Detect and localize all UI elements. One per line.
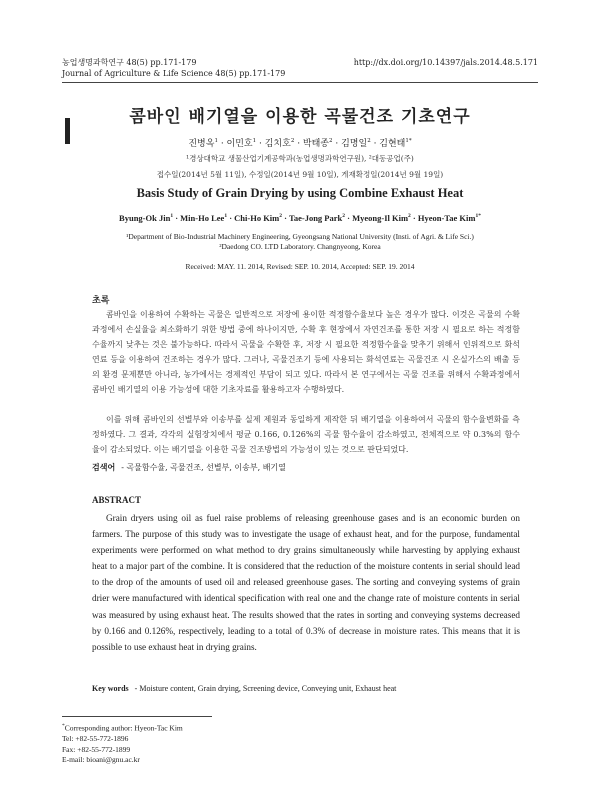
keywords-korean xyxy=(92,462,520,473)
dates-korean: 접수일(2014년 5월 11일), 수정일(2014년 9월 10일), 게재확정일(2014년 9월 19일) xyxy=(156,170,444,179)
fax: Fax: +82-55-772-1899 xyxy=(62,744,131,754)
keywords-english xyxy=(92,684,520,693)
keywords-en-label: Key words xyxy=(92,684,129,693)
affiliation-en-1: ¹Department of Bio-Industrial Machinery Engineering, Gyeongsang National University (Insti. of Agri. & Life Sci.) xyxy=(126,232,474,241)
header-rule xyxy=(62,82,538,83)
title-english: Basis Study of Grain Drying by using Combine Exhaust Heat xyxy=(136,186,464,200)
running-header xyxy=(62,57,538,79)
tel: Tel: +82-55-772-1896 xyxy=(62,734,129,743)
abstract-en-paragraph: Grain dryers using oil as fuel raise problems of releasing greenhouse gases and is an economic burden on farmers. The purpose of this study was to investigate the usage of exhaust heat, and for the purpose, fundamental experiments were performed on what method to dry grains simultaneously while harvesting by applying exhaust heat to a major part of the combine. It is considered that the reduction of the moisture contents in serial should lead to the drop of the amounts of used oil and released greenhouse gases. The sorting and conveying systems of grain drier were manufactured with identical specification with real one and the change rate of moisture contents in serial was measured by using exhaust heat. The results showed that the rates in sorting and conveying systems decreased by 0.166 and 0.126%, respectively, leading to a total of 0.3% of decrease in moisture rates. This means that it is possible to use exhaust heat in drying grains. xyxy=(92,513,520,652)
author-ko: 이민호$^1$ xyxy=(226,138,257,149)
email-link[interactable]: E-mail: bioani@gnu.ac.kr xyxy=(62,755,140,764)
authors-korean: 진병옥$^1$ · 이민호$^1$ · 김치호$^2$ · 박태종$^2$ · 김명일$^2$ · 김현태$^{1*}$ xyxy=(188,138,412,149)
author-ko: 박태종$^2$ xyxy=(302,138,333,149)
affiliation-korean: ¹경상대학교 생물산업기계공학과(농업생명과학연구원), ²대동공업(주) xyxy=(186,154,414,163)
footnote xyxy=(62,721,183,766)
authors-english: Byung-Ok Jin$^1$ · Min-Ho Lee$^1$ · Chi-Ho Kim$^2$ · Tae-Jong Park$^2$ · Myeong-Il Kim$^2$ · Hyeon-Tae Kim$^{1*}$ xyxy=(119,213,481,223)
author-en: Myeong-Il Kim$^2$ xyxy=(352,213,411,223)
abstract-en-heading: ABSTRACT xyxy=(92,495,142,505)
title-korean: 콤바인 배기열을 이용한 곡물건조 기초연구 xyxy=(129,107,471,127)
author-en: Byung-Ok Jin$^1$ xyxy=(119,213,174,223)
keywords-ko-list: - 곡물함수율, 곡물건조, 선별부, 이송부, 배기열 xyxy=(121,463,286,472)
author-ko: 진병옥$^1$ xyxy=(188,138,218,149)
abstract-ko-paragraph-1: 콤바인을 이용하여 수확하는 곡물은 일반적으로 저장에 용이한 적정함수율보다 높은 경우가 많다. 이것은 곡물의 수확과정에서 손실율을 최소화하기 위한 방법 중에 하나이지만, 수확 후 현장에서 자연건조를 통한 저장 시 필요로 하는 적정함수율까지 낮추는 것은 불가능하다. 따라서 곡물을 수확한 후, 저장 시 필요한 적정함수율을 맞추기 위해서 인위적으로 화석연료 등을 이용하여 건조하는 경우가 많다. 그러나, 곡물건조기 등에 사용되는 화석연료는 곡물건조 시 온실가스의 배출 등의 환경 문제뿐만 아니라, 농가에서는 경제적인 부담이 되고 있다. 따라서 본 연구에서는 곡물 건조를 위해서 수확과정에서 콤바인 배기열의 이용 가능성에 대한 기초자료를 활용하고자 수행하였다. xyxy=(92,310,520,394)
author-en: Hyeon-Tae Kim$^{1*}$ xyxy=(417,213,481,223)
author-ko: 김명일$^2$ xyxy=(341,138,371,149)
dates-english: Received: MAY. 11. 2014, Revised: SEP. 10. 2014, Accepted: SEP. 19. 2014 xyxy=(185,262,415,271)
keywords-ko-label: 검색어 xyxy=(92,462,116,472)
doi-link[interactable]: http://dx.doi.org/10.14397/jals.2014.48.5.171 xyxy=(353,58,538,67)
journal-citation-ko: 농업생명과학연구 48(5) pp.171-179 xyxy=(62,58,197,67)
affiliation-english xyxy=(62,232,538,252)
author-en: Chi-Ho Kim$^2$ xyxy=(234,213,283,223)
footnote-rule xyxy=(62,716,212,717)
author-ko: 김현태$^{1*}$ xyxy=(379,138,412,149)
author-ko: 김치호$^2$ xyxy=(264,138,295,149)
affiliation-en-2: ²Daedong CO. LTD Laboratory. Changnyeong, Korea xyxy=(219,242,381,251)
corresponding-author: *Corresponding author: Hyeon-Tac Kim xyxy=(62,723,183,733)
author-en: Min-Ho Lee$^1$ xyxy=(180,213,228,223)
abstract-ko-heading: 초록 xyxy=(92,296,110,306)
keywords-en-list: - Moisture content, Grain drying, Screening device, Conveying unit, Exhaust heat xyxy=(134,684,397,693)
author-en: Tae-Jong Park$^2$ xyxy=(288,213,345,223)
journal-citation-en: Journal of Agriculture & Life Science 48(5) pp.171-179 xyxy=(62,69,286,78)
abstract-ko-paragraph-2: 이를 위해 콤바인의 선별부와 이송부를 실제 제원과 동일하게 제작한 뒤 배기열을 이용하여서 곡물의 함수율변화를 측정하였다. 그 결과, 각각의 실험장치에서 평균 0.166, 0.126%의 곡물 함수율이 감소하였고, 전체적으로 약 0.3%의 함수율이 감소되었다. 이는 배기열을 이용한 곡물 건조방법의 가능성이 있는 것으로 판단되었다. xyxy=(92,415,520,454)
